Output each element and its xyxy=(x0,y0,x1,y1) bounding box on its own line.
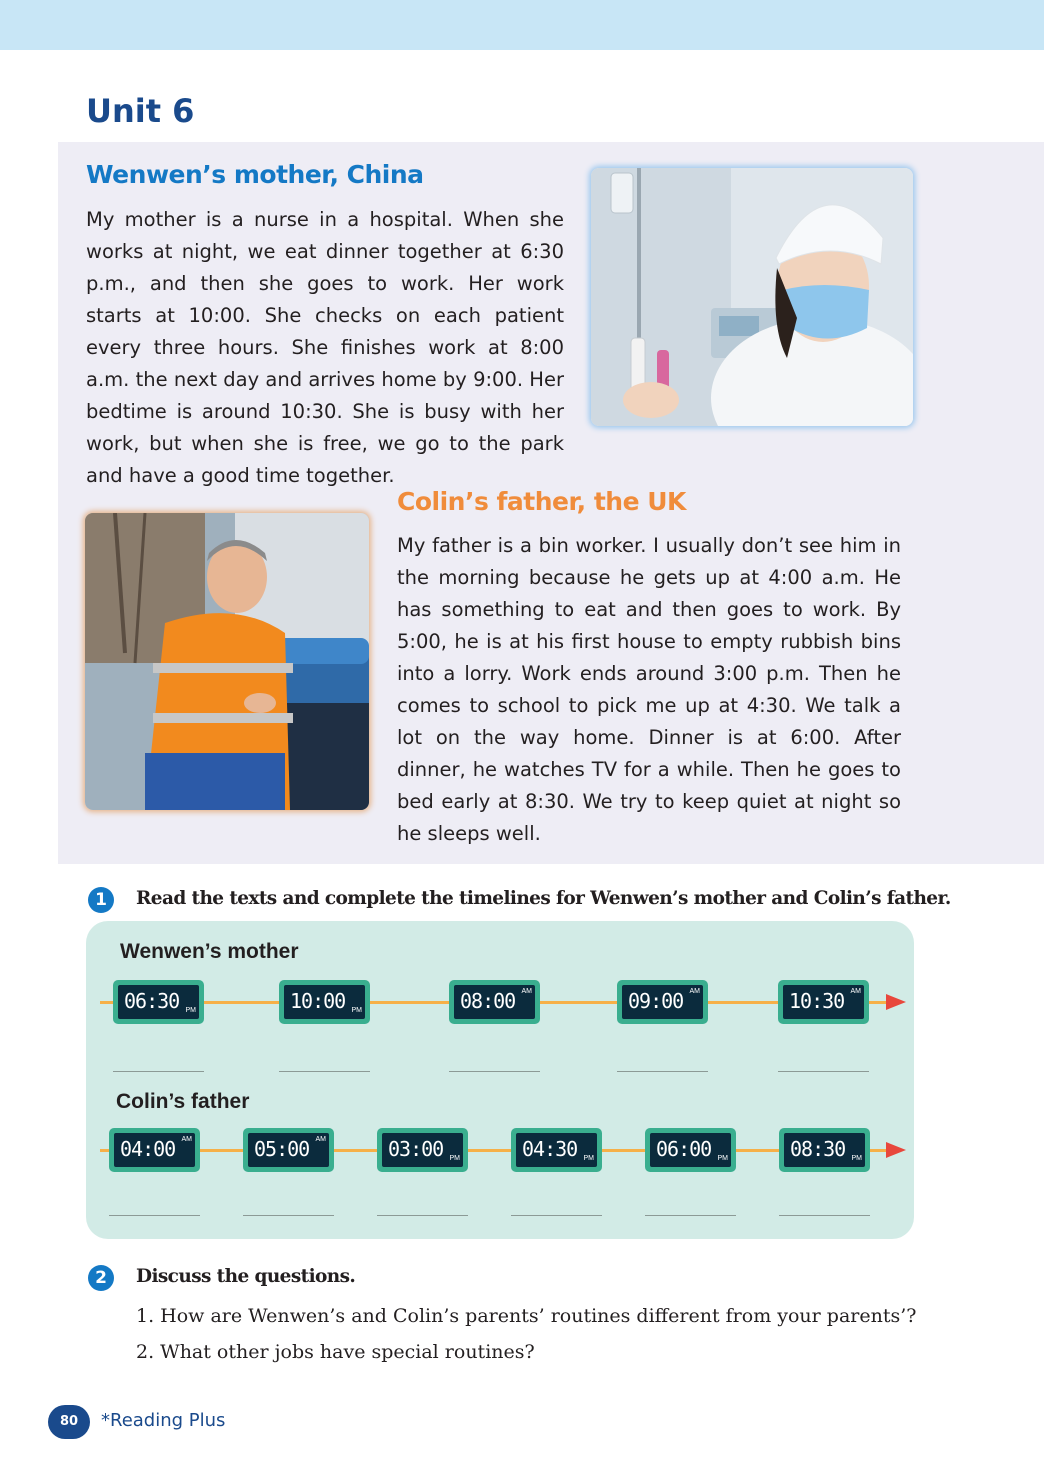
clock-time: 04:00 xyxy=(120,1137,176,1161)
clock-display xyxy=(650,1133,731,1167)
timeline-arrow-icon xyxy=(886,994,906,1010)
nurse-photo xyxy=(591,168,913,426)
clock-display xyxy=(454,985,535,1019)
activity-2-instruction: Discuss the questions. xyxy=(136,1266,356,1287)
clock-ampm: AM xyxy=(181,1136,192,1143)
colin-father-text: My father is a bin worker. I usually don’t see him in the morning because he gets up at 4:00 a.m. He has something to eat and then goes to work. By 5:00, he is at his first house to empty rubbish bins into a lorry. Work ends around 3:00 p.m. Then he comes to school to pick me up at 4:30. We talk a lot on the way home. Dinner is at 6:00. After dinner, he watches TV for a while. Then he goes to bed early at 8:30. We try to keep quiet at night so he sleeps well. xyxy=(397,534,901,845)
clock xyxy=(778,980,869,1024)
section-label: *Reading Plus xyxy=(101,1410,226,1431)
top-band xyxy=(0,0,1044,50)
answer-blank[interactable] xyxy=(449,1071,540,1072)
timeline-label-colin-father: Colin’s father xyxy=(116,1090,250,1113)
clock-display xyxy=(284,985,365,1019)
wenwen-mother-text: My mother is a nurse in a hospital. When she works at night, we eat dinner together at 6:30 p.m., and then she goes to work. Her work starts at 10:00. She checks on each patient every three hours. She finishes work at 8:00 a.m. the next day and arrives home by 9:00. Her bedtime is around 10:30. She is busy with her work, but when she is free, we go to the park and have a good time together. xyxy=(86,208,564,487)
clock xyxy=(511,1128,602,1172)
activity-1-instruction: Read the texts and complete the timelines for Wenwen’s mother and Colin’s father. xyxy=(136,888,951,909)
clock-time: 08:30 xyxy=(790,1137,846,1161)
clock-ampm: PM xyxy=(351,1007,362,1014)
clock-display xyxy=(783,985,864,1019)
answer-blank[interactable] xyxy=(617,1071,708,1072)
clock-display xyxy=(622,985,703,1019)
answer-blank[interactable] xyxy=(113,1071,204,1072)
clock xyxy=(779,1128,870,1172)
timeline-panel xyxy=(86,921,914,1239)
clock-time: 05:00 xyxy=(254,1137,310,1161)
clock-display xyxy=(114,1133,195,1167)
timeline-arrow-icon xyxy=(886,1142,906,1158)
clock-display xyxy=(516,1133,597,1167)
clock xyxy=(645,1128,736,1172)
colin-father-heading: Colin’s father, the UK xyxy=(397,487,686,516)
clock-ampm: AM xyxy=(689,988,700,995)
answer-blank[interactable] xyxy=(779,1215,870,1216)
clock-time: 03:00 xyxy=(388,1137,444,1161)
clock-display xyxy=(784,1133,865,1167)
clock-ampm: PM xyxy=(449,1155,460,1162)
clock-time: 09:00 xyxy=(628,989,684,1013)
clock xyxy=(243,1128,334,1172)
bin-worker-photo xyxy=(85,513,369,810)
clock-time: 06:00 xyxy=(656,1137,712,1161)
answer-blank[interactable] xyxy=(377,1215,468,1216)
timeline-line xyxy=(100,1149,890,1152)
answer-blank[interactable] xyxy=(109,1215,200,1216)
clock-time: 10:00 xyxy=(290,989,346,1013)
clock xyxy=(377,1128,468,1172)
clock-ampm: PM xyxy=(717,1155,728,1162)
answer-blank[interactable] xyxy=(645,1215,736,1216)
clock xyxy=(113,980,204,1024)
answer-blank[interactable] xyxy=(279,1071,370,1072)
clock-ampm: AM xyxy=(521,988,532,995)
clock-ampm: PM xyxy=(851,1155,862,1162)
discussion-question: 1. How are Wenwen’s and Colin’s parents’ routines different from your parents’? xyxy=(136,1305,917,1327)
clock xyxy=(617,980,708,1024)
clock-time: 10:30 xyxy=(789,989,845,1013)
clock-time: 04:30 xyxy=(522,1137,578,1161)
clock xyxy=(109,1128,200,1172)
page-number: 80 xyxy=(48,1405,90,1439)
clock-ampm: PM xyxy=(185,1007,196,1014)
activity-1-number: 1 xyxy=(88,887,114,913)
clock xyxy=(449,980,540,1024)
clock-display xyxy=(382,1133,463,1167)
clock-display xyxy=(118,985,199,1019)
clock-time: 06:30 xyxy=(124,989,180,1013)
timeline-label-wenwen-mother: Wenwen’s mother xyxy=(120,940,299,963)
wenwen-mother-heading: Wenwen’s mother, China xyxy=(86,160,424,189)
clock xyxy=(279,980,370,1024)
discussion-question: 2. What other jobs have special routines? xyxy=(136,1341,535,1363)
answer-blank[interactable] xyxy=(511,1215,602,1216)
unit-title: Unit 6 xyxy=(86,92,195,130)
clock-ampm: AM xyxy=(850,988,861,995)
answer-blank[interactable] xyxy=(243,1215,334,1216)
clock-ampm: AM xyxy=(315,1136,326,1143)
answer-blank[interactable] xyxy=(778,1071,869,1072)
clock-ampm: PM xyxy=(583,1155,594,1162)
clock-display xyxy=(248,1133,329,1167)
activity-2-number: 2 xyxy=(88,1265,114,1291)
clock-time: 08:00 xyxy=(460,989,516,1013)
